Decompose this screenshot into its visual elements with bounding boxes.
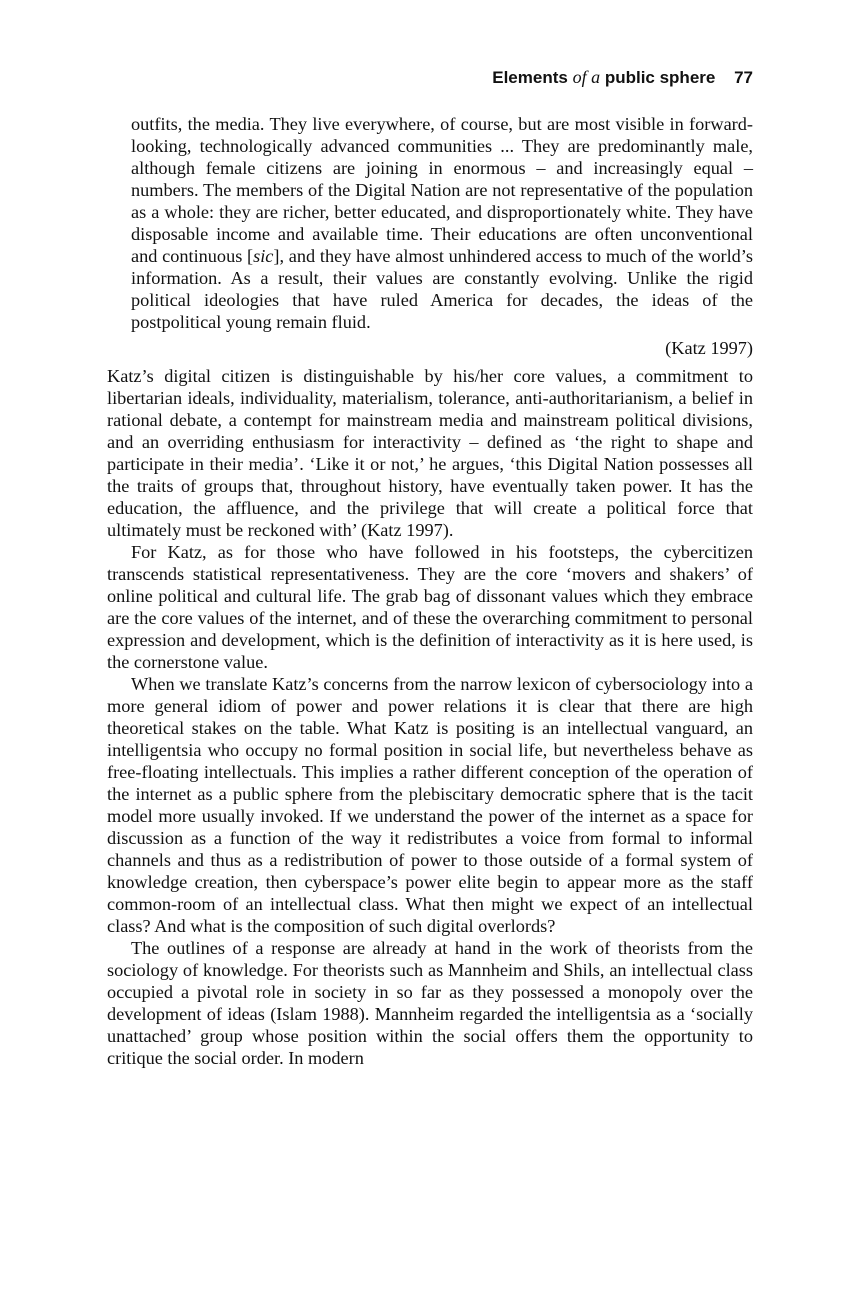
quote-text-start: outfits, the media. They live everywhere, of course, but are most visible in forward-looking, technologically advanced communities ... They are predominantly male, although female citizens are joining in enormous – and increasingly equal – numbers. The members of the Digital Nation are not representative of the population as a whole: they are richer, better educated, and disproportionately white. They have disposable income and available time. Their educations are often unconventional and continuous [ <box>131 114 753 266</box>
body-text <box>107 113 753 1069</box>
paragraph-3: When we translate Katz’s concerns from the narrow lexicon of cybersociology into a more general idiom of power and power relations it is clear that there are high theoretical stakes on the table. What Katz is positing is an intellectual vanguard, an intelligentsia who occupy no formal position in social life, but nevertheless behave as free-floating intellectuals. This implies a rather different conception of the operation of the internet as a public sphere from the plebiscitary democratic sphere that is the tacit model more usually invoked. If we understand the power of the internet as a space for discussion as a function of the way it redistributes a voice from formal to informal channels and thus as a redistribution of power to those outside of a formal system of knowledge creation, then cyberspace’s power elite begin to appear more as the staff common-room of an intellectual class. What then might we expect of an intellectual class? And what is the composition of such digital overlords? <box>107 674 753 936</box>
header-title: Elements <box>492 68 568 87</box>
quote-sic: sic <box>253 246 274 266</box>
quote-text-end: ], and they have almost unhindered access to much of the world’s information. As a result, their values are constantly evolving. Unlike the rigid political ideologies that have ruled America for decades, the ideas of the postpolitical young remain fluid. <box>131 246 753 332</box>
header-title-italic: of a <box>572 67 601 87</box>
paragraph-4: The outlines of a response are already at hand in the work of theorists from the sociology of knowledge. For theorists such as Mannheim and Shils, an intellectual class occupied a pivotal role in society in so far as they possessed a monopoly over the development of ideas (Islam 1988). Mannheim regarded the intelligentsia as a ‘socially unattached’ group whose position within the social offers them the opportunity to critique the social order. In modern <box>107 938 753 1068</box>
block-quote <box>131 113 753 333</box>
paragraph-1: Katz’s digital citizen is distinguishable by his/her core values, a commitment to libertarian ideals, individuality, materialism, tolerance, anti-authoritarianism, a belief in rational debate, a contempt for mainstream media and mainstream political divisions, and an overriding enthusiasm for interactivity – defined as ‘the right to shape and participate in their media’. ‘Like it or not,’ he argues, ‘this Digital Nation possesses all the traits of groups that, throughout history, have eventually taken power. It has the education, the affluence, and the privilege that will create a political force that ultimately must be reckoned with’ (Katz 1997). <box>107 366 753 540</box>
running-header <box>107 66 753 89</box>
header-title-end: public sphere <box>604 68 716 87</box>
paragraph-2: For Katz, as for those who have followed in his footsteps, the cybercitizen transcends statistical representativeness. They are the core ‘movers and shakers’ of online political and cultural life. The grab bag of dissonant values which they embrace are the core values of the internet, and of these the overarching commitment to personal expression and development, which is the definition of interactivity as it is here used, is the cornerstone value. <box>107 542 753 672</box>
quote-citation: (Katz 1997) <box>665 338 753 358</box>
page-number: 77 <box>734 68 753 87</box>
